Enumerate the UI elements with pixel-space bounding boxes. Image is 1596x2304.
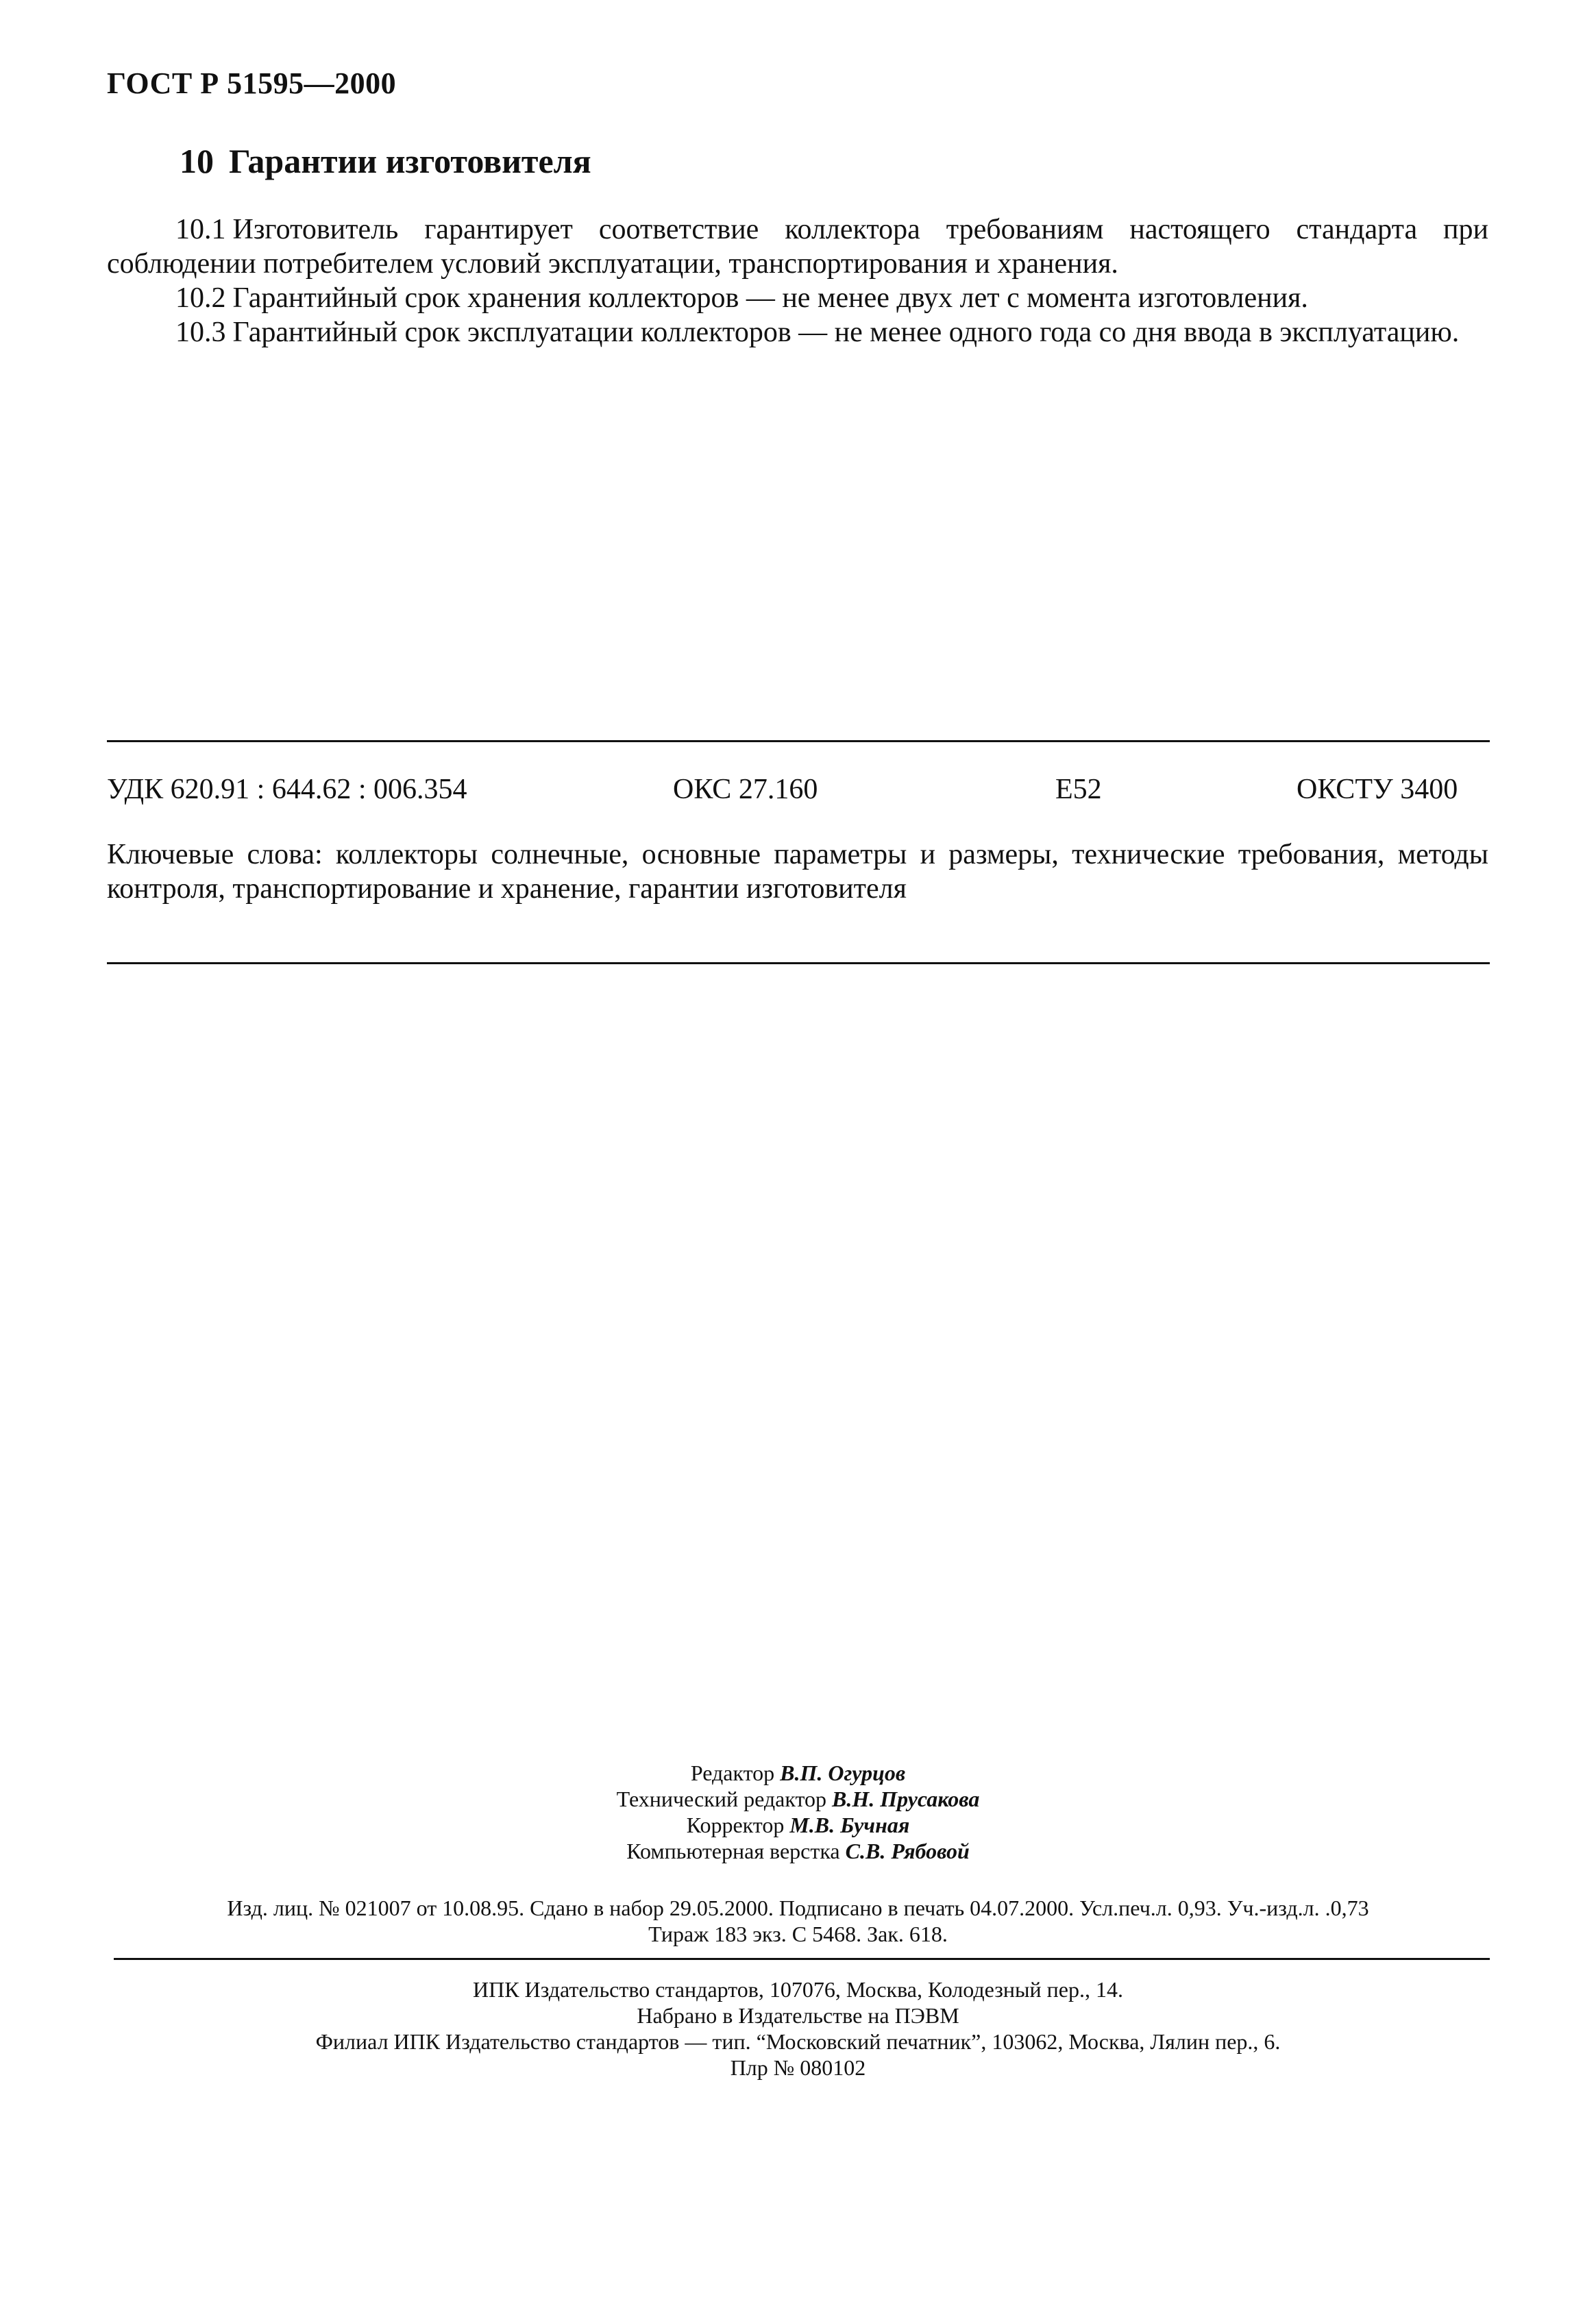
okstu-code: ОКСТУ 3400 [1297, 774, 1458, 805]
credit-role: Редактор [690, 1761, 775, 1785]
printer-line: Плр № 080102 [730, 2055, 866, 2080]
credit-tech-editor [0, 1786, 1596, 1812]
publication-data [0, 1895, 1596, 1947]
udk-code: УДК 620.91 : 644.62 : 006.354 [107, 774, 467, 805]
publication-line: Изд. лиц. № 021007 от 10.08.95. Сдано в набор 29.05.2000. Подписано в печать 04.07.2000. Усл.печ.л. 0,93. Уч.-изд.л. .0,73 [227, 1896, 1369, 1920]
credit-name: С.В. Рябовой [845, 1839, 970, 1863]
section-heading [180, 141, 591, 181]
printer-line: ИПК Издательство стандартов, 107076, Москва, Колодезный пер., 14. [473, 1977, 1123, 2002]
e-code: Е52 [1055, 774, 1102, 805]
divider-imprint [114, 1958, 1490, 1960]
clause-item [107, 212, 1488, 281]
staff-credits [0, 1760, 1596, 1864]
clause-number: 10.2 [175, 282, 226, 314]
clause-item [107, 281, 1488, 315]
clause-number: 10.3 [175, 317, 226, 348]
credit-role: Корректор [686, 1813, 785, 1837]
running-header: ГОСТ Р 51595—2000 [107, 66, 397, 100]
keywords: Ключевые слова: коллекторы солнечные, основные параметры и размеры, технические требования, методы контроля, транспортирование и хранение, гарантии изготовителя [107, 839, 1488, 905]
printer-line: Филиал ИПК Издательство стандартов — тип. “Московский печатник”, 103062, Москва, Лялин пер., 6. [315, 2029, 1281, 2054]
publication-line: Тираж 183 экз. С 5468. Зак. 618. [648, 1922, 948, 1946]
credit-role: Компьютерная верстка [626, 1839, 840, 1863]
clause-list [107, 212, 1488, 350]
section-title: Гарантии изготовителя [229, 142, 591, 180]
credit-name: В.П. Огурцов [780, 1761, 906, 1785]
credit-corrector [0, 1812, 1596, 1838]
credit-name: В.Н. Прусакова [832, 1787, 980, 1811]
printer-info [0, 1976, 1596, 2081]
clause-item [107, 315, 1488, 350]
clause-number: 10.1 [175, 214, 226, 245]
clause-text: Гарантийный срок эксплуатации коллекторов — не менее одного года со дня ввода в эксплуатацию. [232, 317, 1460, 348]
credit-role: Технический редактор [616, 1787, 827, 1811]
divider-bottom [107, 962, 1490, 964]
credit-layout [0, 1838, 1596, 1864]
clause-text: Изготовитель гарантирует соответствие коллектора требованиям настоящего стандарта при соблюдении потребителем условий эксплуатации, транспортирования и хранения. [107, 214, 1488, 280]
credit-editor [0, 1760, 1596, 1786]
printer-line: Набрано в Издательстве на ПЭВМ [637, 2003, 959, 2028]
oks-code: ОКС 27.160 [673, 774, 818, 805]
clause-text: Гарантийный срок хранения коллекторов — не менее двух лет с момента изготовления. [232, 282, 1308, 314]
section-number: 10 [180, 142, 214, 180]
divider-top [107, 740, 1490, 742]
credit-name: М.В. Бучная [789, 1813, 910, 1837]
